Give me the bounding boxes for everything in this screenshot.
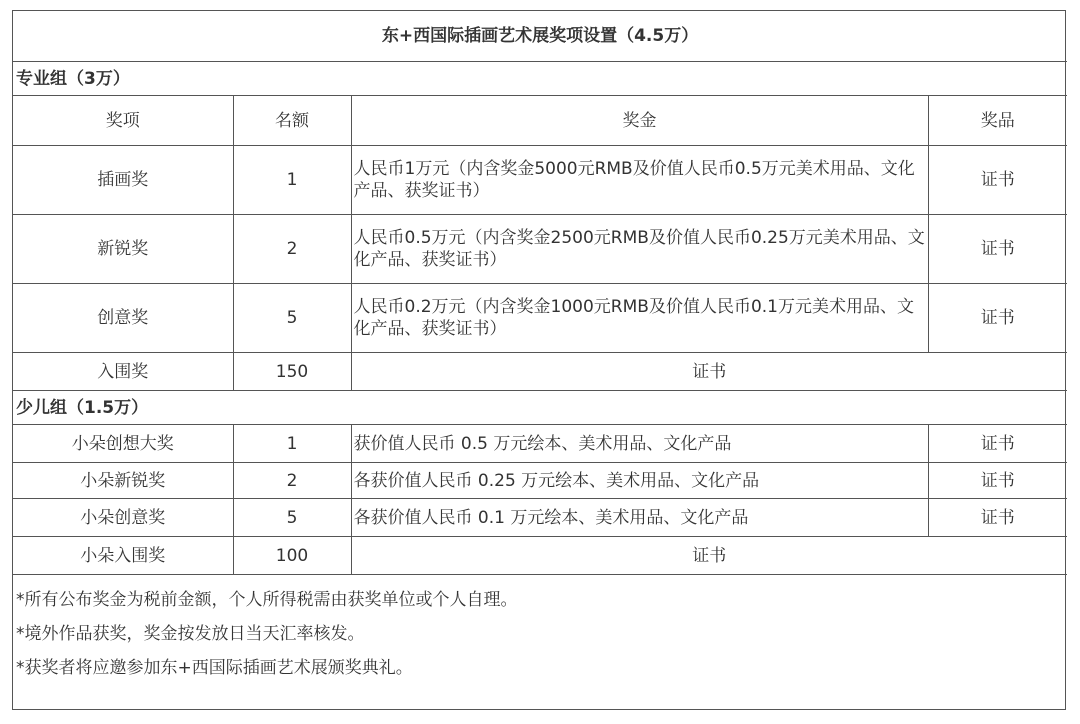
youth-group-row — [13, 391, 1067, 425]
award-quota: 2 — [233, 463, 351, 499]
award-quota: 1 — [233, 425, 351, 463]
award-quota: 2 — [233, 215, 351, 284]
header-row — [13, 96, 1067, 146]
award-item: 证书 — [928, 215, 1067, 284]
award-name: 小朵新锐奖 — [13, 463, 233, 499]
award-name: 入围奖 — [13, 353, 233, 391]
award-table — [13, 11, 1067, 718]
award-item: 证书 — [928, 499, 1067, 537]
table-row — [13, 463, 1067, 499]
award-quota: 1 — [233, 146, 351, 215]
award-quota: 150 — [233, 353, 351, 391]
table-row-shortlist — [13, 537, 1067, 575]
note-line: *境外作品获奖，奖金按发放日当天汇率核发。 — [16, 624, 365, 644]
award-prize: 人民币0.2万元（内含奖金1000元RMB及价值人民币0.1万元美术用品、文化产品、获奖证书） — [351, 284, 928, 353]
award-item: 证书 — [928, 284, 1067, 353]
award-name: 小朵创意奖 — [13, 499, 233, 537]
award-name: 小朵创想大奖 — [13, 425, 233, 463]
professional-group-row — [13, 62, 1067, 96]
title-row — [13, 11, 1067, 62]
award-quota: 5 — [233, 499, 351, 537]
award-prize: 证书 — [351, 537, 1067, 575]
award-prize: 证书 — [351, 353, 1067, 391]
award-item: 证书 — [928, 146, 1067, 215]
professional-group-label: 专业组（3万） — [13, 62, 1067, 96]
award-prize: 各获价值人民币 0.1 万元绘本、美术用品、文化产品 — [351, 499, 928, 537]
notes — [13, 575, 1067, 719]
table-row-shortlist — [13, 353, 1067, 391]
notes-row — [13, 575, 1067, 719]
table-row — [13, 215, 1067, 284]
note-line: *获奖者将应邀参加东+西国际插画艺术展颁奖典礼。 — [16, 658, 413, 678]
award-quota: 5 — [233, 284, 351, 353]
award-settings-sheet — [12, 10, 1066, 710]
table-row — [13, 499, 1067, 537]
table-row — [13, 146, 1067, 215]
header-prize: 奖金 — [351, 96, 928, 146]
table-row — [13, 284, 1067, 353]
header-quota: 名额 — [233, 96, 351, 146]
award-name: 新锐奖 — [13, 215, 233, 284]
award-item: 证书 — [928, 463, 1067, 499]
award-prize: 各获价值人民币 0.25 万元绘本、美术用品、文化产品 — [351, 463, 928, 499]
award-prize: 人民币1万元（内含奖金5000元RMB及价值人民币0.5万元美术用品、文化产品、获奖证书） — [351, 146, 928, 215]
award-item: 证书 — [928, 425, 1067, 463]
youth-group-label: 少儿组（1.5万） — [13, 391, 1067, 425]
award-name: 插画奖 — [13, 146, 233, 215]
award-prize: 获价值人民币 0.5 万元绘本、美术用品、文化产品 — [351, 425, 928, 463]
note-line: *所有公布奖金为税前金额，个人所得税需由获奖单位或个人自理。 — [16, 590, 518, 610]
header-award: 奖项 — [13, 96, 233, 146]
award-quota: 100 — [233, 537, 351, 575]
award-name: 小朵入围奖 — [13, 537, 233, 575]
page-title: 东+西国际插画艺术展奖项设置（4.5万） — [13, 11, 1067, 62]
table-row — [13, 425, 1067, 463]
award-prize: 人民币0.5万元（内含奖金2500元RMB及价值人民币0.25万元美术用品、文化产品、获奖证书） — [351, 215, 928, 284]
award-name: 创意奖 — [13, 284, 233, 353]
header-item: 奖品 — [928, 96, 1067, 146]
